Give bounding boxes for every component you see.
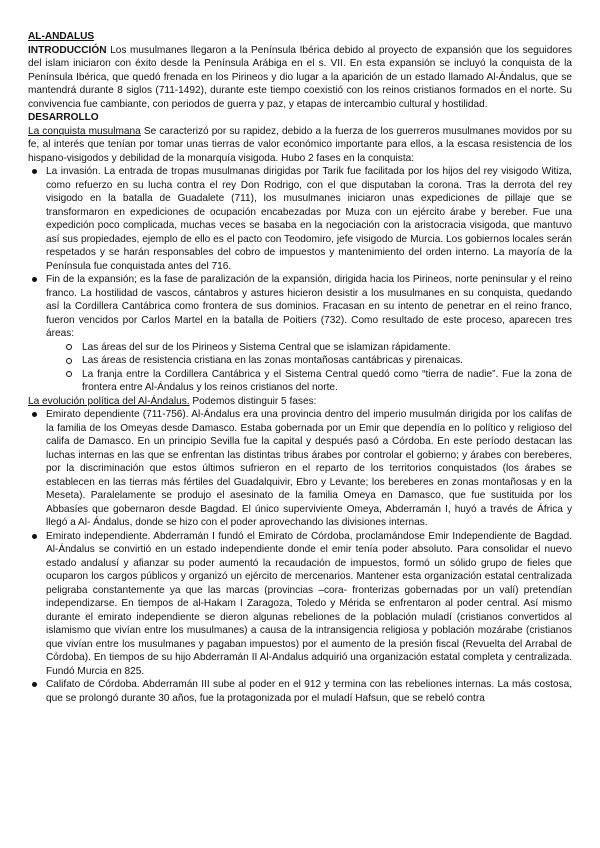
intro-heading: INTRODUCCIÓN [28,44,107,56]
list-item [28,273,572,395]
list-item-text: Fin de la expansión; es la fase de paralización de la expansión, dirigida hacia los Pirineos, norte peninsular y el reino franco. La hostilidad de vascos, cántabros y astures hicieron desistir a los musulmanes en su conquista, quedando así la Cordillera Cantábrica como frontera de sus dominios. Fracasan en su intento de penetrar en el reino franco, fueron vencidos por Carlos Martel en la batalla de Poitiers (732). Como resultado de este proceso, aparecen tres áreas: [46,274,572,339]
list-item: Califato de Córdoba. Abderramán III sube al poder en el 912 y termina con las rebeliones internas. La más costosa, que se prolongó durante 30 años, fue la protagonizada por el muladí Hafsun, que se rebeló contra [28,678,572,705]
sub-list-item: Las áreas de resistencia cristiana en las zonas montañosas cantábricas y pirenaicas. [46,354,572,368]
list-item: Emirato independiente. Abderramán I fundó el Emirato de Córdoba, proclamándose Emir Independiente de Bagdad. Al-Ándalus se convirtió en un estado independiente donde el emir tenía poder absoluto. Para consolidar el nuevo estado andalusí y afianzar su poder aumentó la recaudación de impuestos, formó un sólido grupo de fieles que ocuparon los cargos públicos y organizó un ejército de mercenarios. Mantener esta organización estatal centralizada peligraba constantemente ya que las marcas (provincias –cora- fronterizas gobernadas por un valí) pretendían independizarse. En tiempos de al-Hakam I Zaragoza, Toledo y Mérida se enfrentaron al poder central. Así mismo durante el emirato independiente se dieron algunas rebeliones de la población muladí (cristianos convertidos al islamismo que vivían entre los musulmanes) a causa de la intransigencia religiosa y población mozárabe (cristianos que vivían entre los musulmanes y pagaban impuestos) por el aumento de la presión fiscal (Revuelta del Arrabal de Córdoba). En tiempos de su hijo Abderramán II Al-Andalus adquirió una organización estatal completa y centralizada. Fundó Murcia en 825. [28,530,572,679]
sub-list-item: La franja entre la Cordillera Cantábrica y el Sistema Central quedó como “tierra de nadie”. Fue la zona de frontera entre Al-Ándalus y los reinos cristianos del norte. [46,368,572,395]
evolucion-label: La evolución política del Al-Ándalus. [28,395,190,407]
evolucion-text: Podemos distinguir 5 fases: [189,395,317,407]
conquista-label: La conquista musulmana [28,125,141,137]
list-item: Emirato dependiente (711-756). Al-Ándalus era una provincia dentro del imperio musulmán dirigida por los califas de la familia de los Omeyas desde Damasco. Estaba gobernada por un Emir que dependía en lo político y religioso del califa de Damasco. En un principio Sevilla fue la capital y después pasó a Córdoba. En este período destacan las luchas internas en las que se enfrentan las distintas tribus árabes por controlar el gobierno; y árabes con bereberes, por la discriminación que estos últimos sufrieron en el reparto de los territorios conquistados (los árabes se establecen en las tierras más fértiles del Guadalquivir, Ebro y Levante; los bereberes en zonas montañosas y en la Meseta). Paralelamente se produjo el asesinato de la familia Omeya en Damasco, que fue sustituida por los Abbasíes que gobernaron desde Bagdad. El único superviviente Omeya, Abderramán I, huyó a través de África y llegó a Al- Ándalus, donde se hizo con el poder aprovechando las divisiones internas. [28,408,572,530]
intro-text: Los musulmanes llegaron a la Península Ibérica debido al proyecto de expansión que los seguidores del islam iniciaron con éxito desde la Península Arábiga en el s. VII. En esta expansión se incluyó la conquista de la Península Ibérica, que quedó frenada en los Pirineos y dio lugar a la aparición de un estado llamado Al-Ándalus, que se mantendrá durante 8 siglos (711-1492), durante este tiempo coexistió con los reinos cristianos formados en el norte. Su convivencia fue cambiante, con periodos de guerra y paz, y etapas de intercambio cultural y hostilidad. [28,44,572,110]
conquista-paragraph [28,125,572,166]
evolucion-phase-list [28,408,572,705]
list-item: La invasión. La entrada de tropas musulmanas dirigidas por Tarik fue facilitada por los hijos del rey visigodo Witiza, como refuerzo en su lucha contra el rey Don Rodrigo, con el que disputaban la corona. Tras la derrota del rey visigodo en la batalla de Guadalete (711), los musulmanes iniciaron unas expediciones de pillaje que se transformaron en expediciones de ocupación encabezadas por Muza con un ejército árabe y bereber. Fue una expedición poco complicada, muchas veces se basaba en la negociación con la aristocracia visigoda, que mantuvo así sus propiedades, ejemplo de ello es el pacto con Teodomiro, jefe visigodo de Murcia. Los gobiernos locales serán respetados y se harán responsables del cobro de impuestos y mantenimiento del orden interno. La mayoría de la Península fue conquistada antes del 716. [28,165,572,273]
sub-list-item: Las áreas del sur de los Pirineos y Sistema Central que se islamizan rápidamente. [46,341,572,355]
intro-paragraph [28,44,572,112]
desarrollo-heading: DESARROLLO [28,112,99,123]
conquista-text: Se caracterizó por su rapidez, debido a la fuerza de los guerreros musulmanes movidos por su fe, al interés que tenían por tomar unas tierras de valor económico importante para ellos, a la escasa resistencia de los hispano-visigodos y debilidad de la monarquía visigoda. Hubo 2 fases en la conquista: [28,125,572,164]
document-title: AL-ANDALUS [28,31,95,42]
conquista-phase-list [28,165,572,395]
areas-list [46,341,572,395]
evolucion-paragraph [28,395,572,409]
